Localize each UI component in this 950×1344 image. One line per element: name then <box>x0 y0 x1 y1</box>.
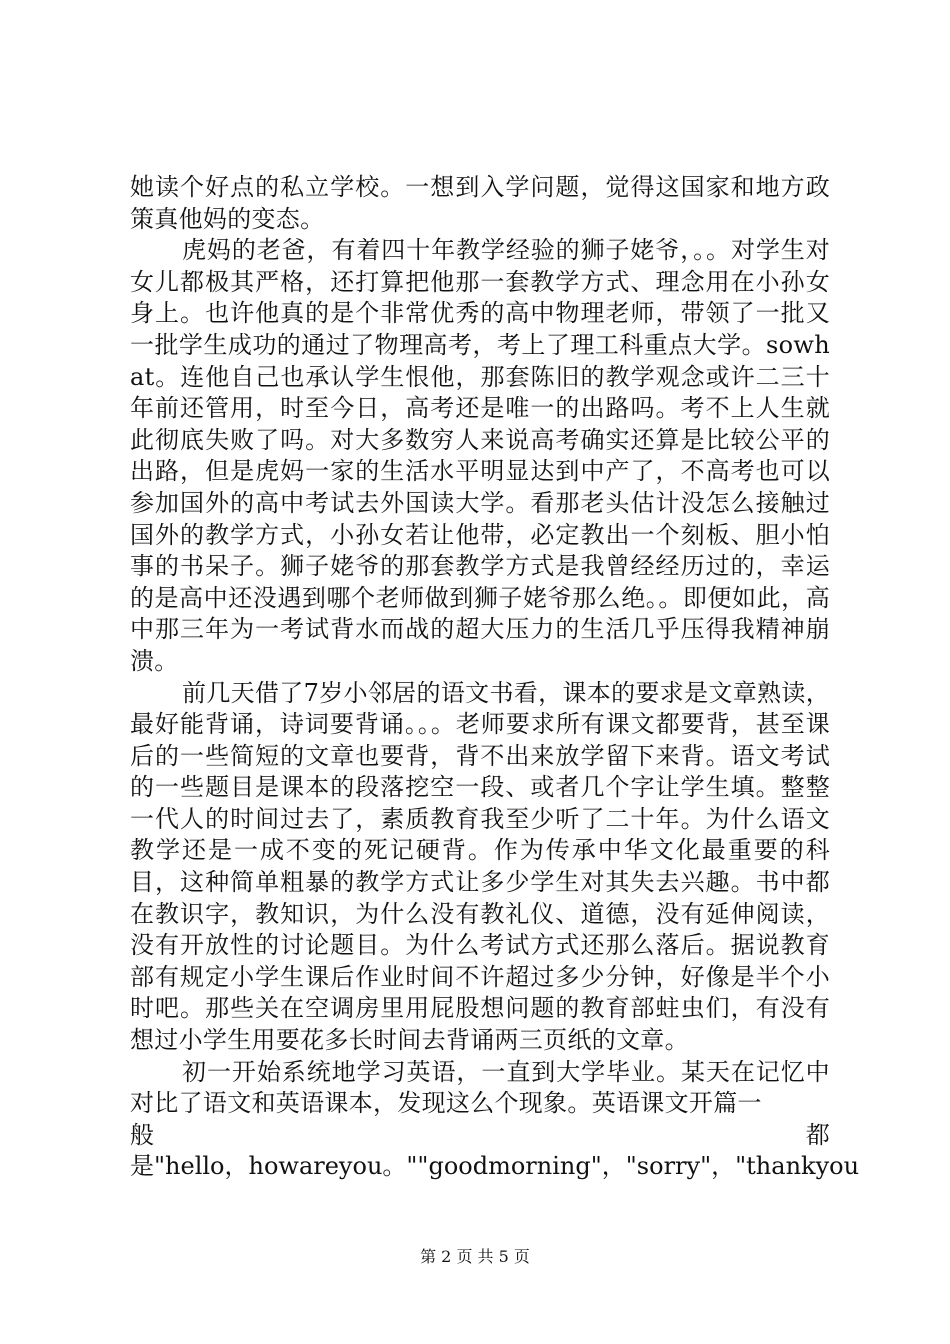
paragraph-chinese-textbook: 前几天借了7岁小邻居的语文书看，课本的要求是文章熟读，最好能背诵，诗词要背诵。。。老师要求所有课文都要背，甚至课后的一些简短的文章也要背，背不出来放学留下来背。语文考试的一些题目是课本的段落挖空一段、或者几个字让学生填。整整一代人的时间过去了，素质教育我至少听了二十年。为什么语文教学还是一成不变的死记硬背。作为传承中华文化最重要的科目，这种简单粗暴的教学方式让多少学生对其失去兴趣。书中都在教识字，教知识，为什么没有教礼仪、道德，没有延伸阅读，没有开放性的讨论题目。为什么考试方式还那么落后。据说教育部有规定小学生课后作业时间不许超过多少分钟，好像是半个小时吧。那些关在空调房里用屁股想问题的教育部蛀虫们，有没有想过小学生用要花多长时间去背诵两三页纸的文章。 <box>130 678 830 1055</box>
paragraph-english-learning: 初一开始系统地学习英语，一直到大学毕业。某天在记忆中对比了语文和英语课本，发现这么个现象。英语课文开篇一 <box>130 1057 830 1118</box>
page-number: 第 2 页 共 5 页 <box>420 1247 530 1266</box>
paragraph-continuation: 她读个好点的私立学校。一想到入学问题，觉得这国家和地方政策真他妈的变态。 <box>130 173 830 233</box>
paragraph-justified-line <box>130 1120 830 1152</box>
justified-line-left: 般 <box>130 1120 155 1149</box>
page-footer <box>0 1244 950 1267</box>
paragraph-tiger-mom-father: 虎妈的老爸，有着四十年教学经验的狮子姥爷，。。对学生对女儿都极其严格，还打算把他那一套教学方式、理念用在小孙女身上。也许他真的是个非常优秀的高中物理老师，带领了一批又一批学生成功的通过了物理高考，考上了理工科重点大学。sowhat。连他自己也承认学生恨他，那套陈旧的教学观念或许二三十年前还管用，时至今日，高考还是唯一的出路吗。考不上人生就此彻底失败了吗。对大多数穷人来说高考确实还算是比较公平的出路，但是虎妈一家的生活水平明显达到中产了，不高考也可以参加国外的高中考试去外国读大学。看那老头估计没怎么接触过国外的教学方式，小孙女若让他带，必定教出一个刻板、胆小怕事的书呆子。狮子姥爷的那套教学方式是我曾经经历过的，幸运的是高中还没遇到哪个老师做到狮子姥爷那么绝。。即便如此，高中那三年为一考试背水而战的超大压力的生活几乎压得我精神崩溃。 <box>130 236 830 675</box>
paragraph-english-greetings: 是"hello，howareyou。""goodmorning"，"sorry"，"thankyou <box>130 1152 860 1181</box>
justified-line-right: 都 <box>805 1120 830 1149</box>
document-body <box>130 172 860 1183</box>
